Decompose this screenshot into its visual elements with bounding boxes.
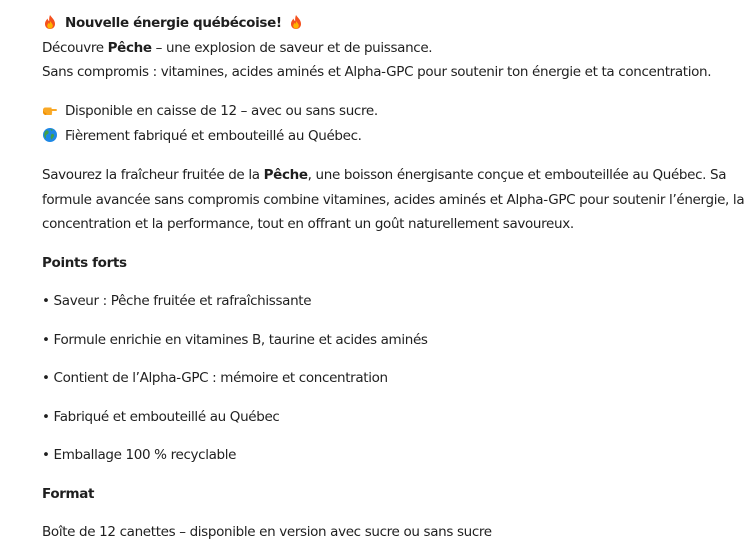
feature-list-item: • Saveur : Pêche fruitée et rafraîchissante bbox=[42, 293, 312, 309]
intro-line-2: Sans compromis : vitamines, acides aminés et Alpha-GPC pour soutenir ton énergie et ta concentration. bbox=[42, 64, 712, 80]
section-heading-points-forts: Points forts bbox=[42, 255, 127, 271]
feature-list-item: • Emballage 100 % recyclable bbox=[42, 447, 237, 463]
feature-list-item: • Fabriqué et embouteillé au Québec bbox=[42, 409, 280, 425]
description-text: Savourez la fraîcheur fruitée de la bbox=[42, 167, 264, 183]
title-line bbox=[42, 13, 304, 33]
product-name: Pêche bbox=[107, 40, 152, 56]
intro-text: Découvre bbox=[42, 40, 108, 56]
description-line-3: concentration et la performance, tout en offrant un goût naturellement savoureux. bbox=[42, 216, 574, 232]
intro-line-1 bbox=[42, 38, 432, 58]
description-text: , une boisson énergisante conçue et embouteillée au Québec. Sa bbox=[307, 167, 727, 183]
description-line-2: formule avancée sans compromis combine vitamines, acides aminés et Alpha-GPC pour soutenir l’énergie, la bbox=[42, 192, 745, 208]
feature-list-item: • Contient de l’Alpha-GPC : mémoire et concentration bbox=[42, 370, 388, 386]
globe-icon bbox=[42, 127, 58, 143]
highlight-text: Fièrement fabriqué et embouteillé au Québec. bbox=[65, 128, 362, 144]
highlight-item bbox=[42, 126, 362, 146]
fire-icon bbox=[288, 14, 304, 30]
highlight-item bbox=[42, 101, 378, 121]
pointing-hand-icon bbox=[42, 102, 58, 118]
intro-text: – une explosion de saveur et de puissance. bbox=[151, 40, 433, 56]
section-heading-format: Format bbox=[42, 486, 95, 502]
page-title: Nouvelle énergie québécoise! bbox=[65, 15, 282, 31]
fire-icon bbox=[42, 14, 58, 30]
feature-list-item: • Formule enrichie en vitamines B, taurine et acides aminés bbox=[42, 332, 428, 348]
format-text: Boîte de 12 canettes – disponible en version avec sucre ou sans sucre bbox=[42, 524, 492, 540]
highlight-text: Disponible en caisse de 12 – avec ou sans sucre. bbox=[65, 103, 378, 119]
product-name: Pêche bbox=[263, 167, 308, 183]
description-line-1 bbox=[42, 165, 726, 185]
